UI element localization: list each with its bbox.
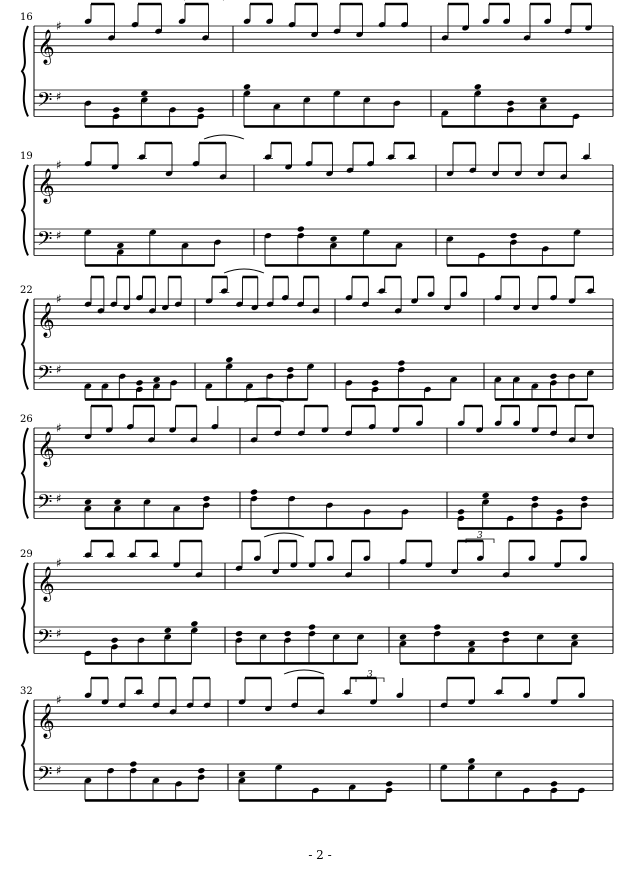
note-head xyxy=(284,630,292,637)
note-head xyxy=(371,379,379,386)
measure-number: 16 xyxy=(20,12,33,23)
note-head xyxy=(385,780,393,787)
bass-staff xyxy=(34,761,613,790)
note-head xyxy=(114,498,122,505)
note-head xyxy=(571,633,579,640)
tuplet-number: 3 xyxy=(477,531,483,541)
note-head xyxy=(235,630,243,637)
brace-icon xyxy=(22,165,28,255)
tie xyxy=(284,670,324,674)
note-head xyxy=(197,767,205,774)
measure-number: 22 xyxy=(20,285,33,296)
note-head xyxy=(140,90,148,97)
tuplet-number: 3 xyxy=(367,670,373,680)
bass-clef-icon: 𝄢 xyxy=(37,87,53,116)
brace-icon xyxy=(22,563,28,653)
brace-icon xyxy=(22,299,28,389)
key-signature-sharp-icon: ♯ xyxy=(56,19,62,33)
note-head xyxy=(474,83,482,90)
note-head xyxy=(330,235,338,242)
brace-icon xyxy=(22,700,28,790)
system-4 xyxy=(20,398,613,528)
note-head xyxy=(467,757,475,764)
note-head xyxy=(190,620,198,627)
note-head xyxy=(202,495,210,502)
tie xyxy=(264,533,304,537)
key-signature-sharp-icon: ♯ xyxy=(56,763,62,778)
note-head xyxy=(111,637,119,644)
bass-clef-icon: 𝄢 xyxy=(37,360,53,389)
note-head xyxy=(549,373,557,380)
measure-number: 19 xyxy=(20,151,33,162)
note-head xyxy=(116,242,124,249)
note-head xyxy=(164,627,172,634)
brace-icon xyxy=(22,26,28,116)
treble-clef-icon: 𝄞 xyxy=(37,168,55,204)
key-signature-sharp-icon: ♯ xyxy=(56,292,62,306)
system-2 xyxy=(20,135,613,265)
note-head xyxy=(197,106,205,113)
key-signature-sharp-icon: ♯ xyxy=(56,693,62,707)
bass-clef-icon: 𝄢 xyxy=(37,624,53,653)
measure-number: 29 xyxy=(20,549,33,560)
bass-clef-icon: 𝄢 xyxy=(37,761,53,790)
system-6 xyxy=(20,670,613,800)
key-signature-sharp-icon: ♯ xyxy=(56,421,62,435)
note-head xyxy=(238,770,246,777)
note-head xyxy=(399,633,407,640)
note-head xyxy=(225,356,233,363)
system-3 xyxy=(20,269,613,399)
key-signature-sharp-icon: ♯ xyxy=(56,491,62,506)
treble-staff xyxy=(34,299,613,325)
note-head xyxy=(539,96,547,103)
treble-clef-icon: 𝄞 xyxy=(37,703,55,739)
tie xyxy=(224,269,264,273)
key-signature-sharp-icon: ♯ xyxy=(56,228,62,243)
page-number: - 2 - xyxy=(308,848,332,862)
note-head xyxy=(457,508,465,515)
system-5 xyxy=(20,533,613,663)
tie xyxy=(204,135,244,139)
note-head xyxy=(468,640,476,647)
treble-clef-icon: 𝄞 xyxy=(37,431,55,467)
key-signature-sharp-icon: ♯ xyxy=(56,362,62,377)
note-head xyxy=(531,495,539,502)
bass-clef-icon: 𝄢 xyxy=(37,226,53,255)
brace-icon xyxy=(22,428,28,518)
note-head xyxy=(112,106,120,113)
note-head xyxy=(507,100,515,107)
bass-staff xyxy=(34,489,613,518)
treble-staff xyxy=(34,165,613,191)
treble-clef-icon: 𝄞 xyxy=(37,29,55,65)
note-head xyxy=(580,495,588,502)
key-signature-sharp-icon: ♯ xyxy=(56,89,62,104)
note-head xyxy=(433,623,441,630)
note-head xyxy=(482,492,490,499)
note-head xyxy=(250,488,258,495)
note-head xyxy=(556,508,564,515)
note-head xyxy=(550,780,558,787)
bass-staff xyxy=(34,87,613,116)
measure-number: 26 xyxy=(20,414,33,425)
note-head xyxy=(243,83,251,90)
note-head xyxy=(397,359,405,366)
note-head xyxy=(135,379,143,386)
note-head xyxy=(510,232,518,239)
note-head xyxy=(297,225,305,232)
system-1 xyxy=(20,0,613,126)
measure-number: 32 xyxy=(20,686,33,697)
key-signature-sharp-icon: ♯ xyxy=(56,626,62,641)
key-signature-sharp-icon: ♯ xyxy=(56,158,62,172)
note-head xyxy=(84,498,92,505)
note-head xyxy=(129,760,137,767)
key-signature-sharp-icon: ♯ xyxy=(56,556,62,570)
treble-clef-icon: 𝄞 xyxy=(37,302,55,338)
note-head xyxy=(286,366,294,373)
note-head xyxy=(502,630,510,637)
note-head xyxy=(153,376,161,383)
bass-staff xyxy=(34,624,613,653)
note-head xyxy=(308,623,316,630)
treble-staff xyxy=(34,563,613,589)
treble-clef-icon: 𝄞 xyxy=(37,566,55,602)
bass-clef-icon: 𝄢 xyxy=(37,489,53,518)
